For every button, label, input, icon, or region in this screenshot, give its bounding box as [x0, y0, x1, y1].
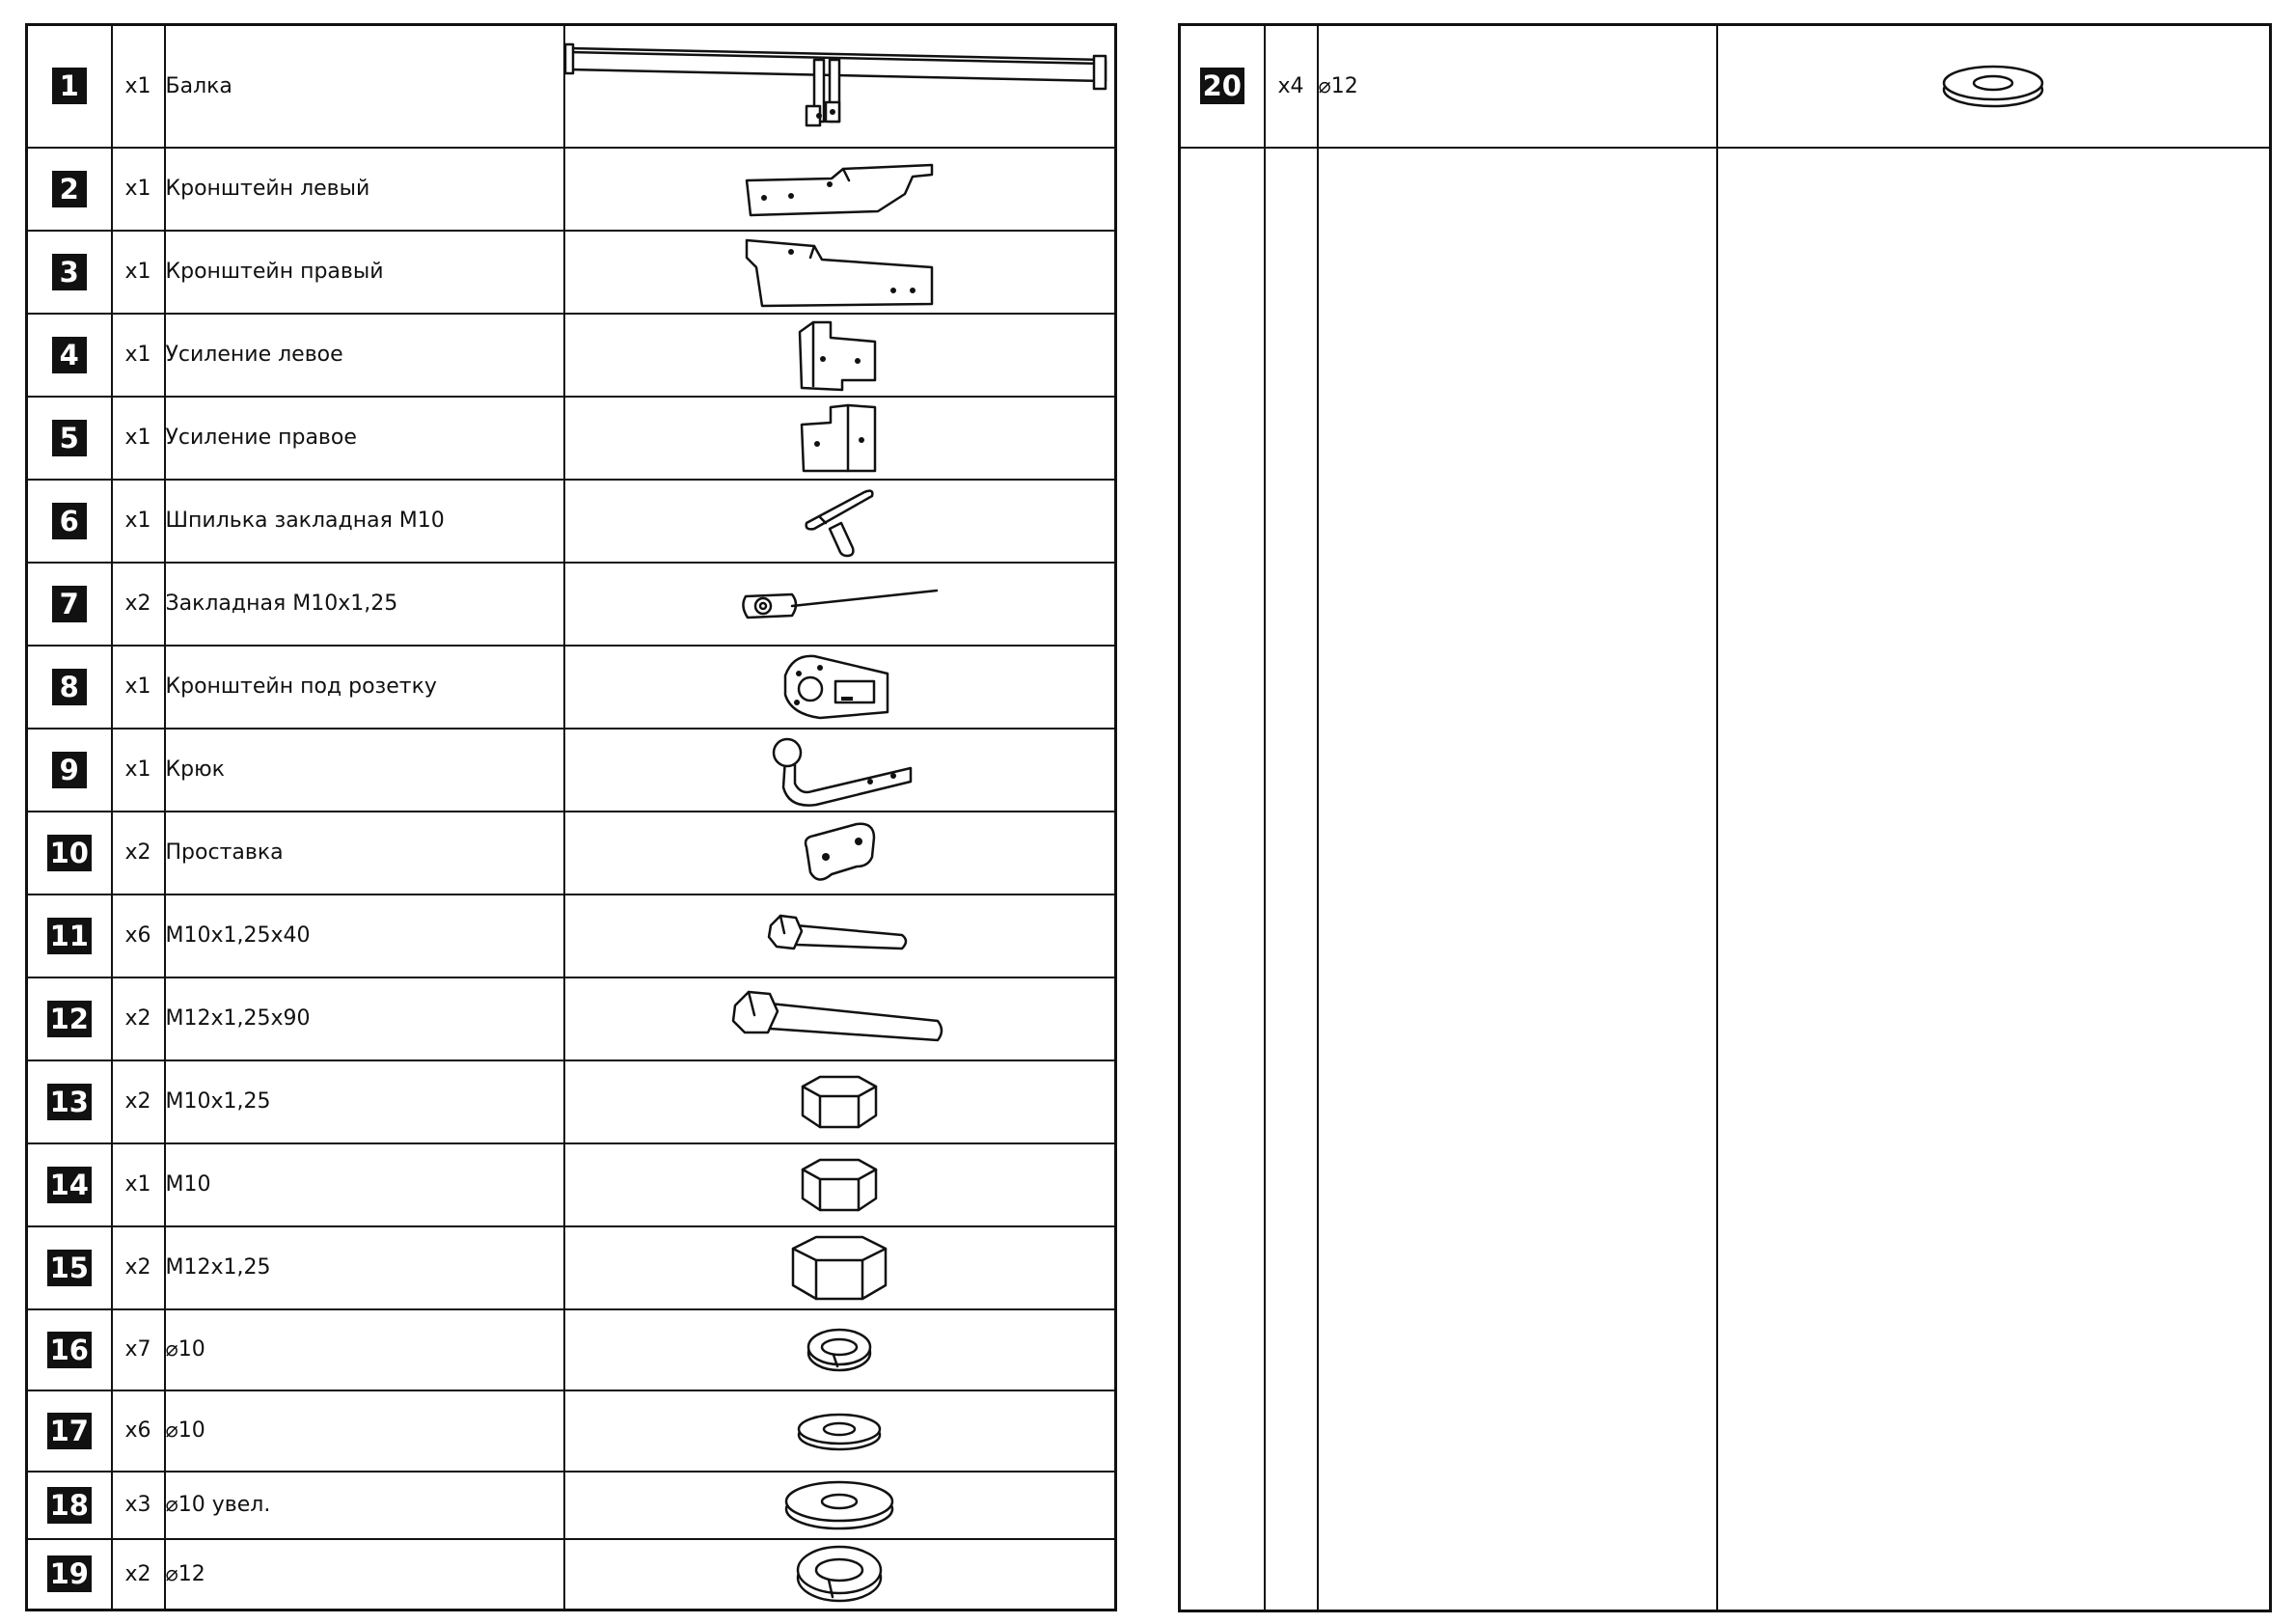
table-row	[27, 1060, 1116, 1143]
table-row	[27, 1309, 1116, 1390]
table-row	[27, 314, 1116, 397]
flat-washer-icon	[565, 1410, 1115, 1452]
empty-table-row	[1180, 148, 2271, 1611]
part-name: ⌀10	[165, 1390, 564, 1472]
quantity-cell: x2	[112, 1060, 165, 1143]
item-number-badge: 6	[52, 503, 87, 539]
embedded-nut-plate-icon	[565, 583, 1115, 625]
quantity-cell: x4	[1265, 25, 1318, 148]
bolt-short-icon	[565, 912, 1115, 960]
table-row	[27, 977, 1116, 1060]
hex-nut-icon	[565, 1073, 1115, 1131]
part-name: М10х1,25	[165, 1060, 564, 1143]
right-reinforcement-icon	[565, 401, 1115, 475]
table-row	[27, 1390, 1116, 1472]
item-number-badge: 15	[47, 1250, 92, 1286]
left-parts-table	[25, 23, 1117, 1611]
quantity-cell: x1	[112, 231, 165, 314]
table-row	[27, 1226, 1116, 1309]
quantity-cell: x1	[112, 729, 165, 812]
item-number-badge: 4	[52, 337, 87, 373]
item-number-badge: 3	[52, 254, 87, 290]
item-number-badge: 2	[52, 171, 87, 207]
quantity-cell: x1	[112, 1143, 165, 1226]
bolt-long-icon	[565, 988, 1115, 1050]
part-name: М12х1,25х90	[165, 977, 564, 1060]
part-name: ⌀10 увел.	[165, 1472, 564, 1539]
quantity-cell: x2	[112, 812, 165, 895]
item-number-badge: 11	[47, 918, 92, 954]
quantity-cell: x1	[112, 480, 165, 563]
table-row	[27, 1472, 1116, 1539]
part-name: ⌀12	[165, 1539, 564, 1610]
part-name: Крюк	[165, 729, 564, 812]
quantity-cell: x3	[112, 1472, 165, 1539]
socket-bracket-icon	[565, 650, 1115, 724]
quantity-cell: x1	[112, 314, 165, 397]
item-number-badge: 12	[47, 1001, 92, 1037]
table-row	[27, 646, 1116, 729]
table-row	[27, 148, 1116, 231]
left-bracket-icon	[565, 155, 1115, 223]
table-row	[27, 231, 1116, 314]
item-number-badge: 10	[47, 835, 92, 871]
quantity-cell: x2	[112, 1539, 165, 1610]
large-flat-washer-icon	[565, 1478, 1115, 1532]
quantity-cell: x1	[112, 646, 165, 729]
table-row	[27, 25, 1116, 148]
part-name: Шпилька закладная М10	[165, 480, 564, 563]
quantity-cell: x2	[112, 977, 165, 1060]
item-number-badge: 8	[52, 669, 87, 705]
spring-washer-large-icon	[565, 1543, 1115, 1605]
item-number-badge: 7	[52, 586, 87, 622]
quantity-cell: x2	[112, 1226, 165, 1309]
item-number-badge: 19	[47, 1555, 92, 1592]
part-name: М12х1,25	[165, 1226, 564, 1309]
quantity-cell: x1	[112, 148, 165, 231]
quantity-cell: x6	[112, 1390, 165, 1472]
part-name: Усиление левое	[165, 314, 564, 397]
flat-washer-icon	[1718, 62, 2270, 110]
item-number-badge: 14	[47, 1167, 92, 1203]
table-row	[27, 1143, 1116, 1226]
spacer-icon	[565, 818, 1115, 888]
item-number-badge: 17	[47, 1413, 92, 1449]
table-row	[27, 1539, 1116, 1610]
right-parts-table	[1178, 23, 2272, 1612]
part-name: М10х1,25х40	[165, 895, 564, 977]
part-name: Балка	[165, 25, 564, 148]
spring-washer-icon	[565, 1324, 1115, 1376]
part-name: Закладная М10х1,25	[165, 563, 564, 646]
quantity-cell: x1	[112, 397, 165, 480]
left-reinforcement-icon	[565, 318, 1115, 392]
item-number-badge: 18	[47, 1487, 92, 1524]
tow-ball-hook-icon	[565, 731, 1115, 809]
table-row	[27, 729, 1116, 812]
table-row	[27, 480, 1116, 563]
item-number-badge: 20	[1200, 68, 1244, 104]
hex-nut-large-icon	[565, 1233, 1115, 1303]
table-row	[27, 563, 1116, 646]
table-row	[27, 397, 1116, 480]
embedded-stud-icon	[565, 484, 1115, 558]
item-number-badge: 9	[52, 752, 87, 788]
part-name: Кронштейн левый	[165, 148, 564, 231]
item-number-badge: 5	[52, 420, 87, 456]
part-name: ⌀12	[1318, 25, 1717, 148]
part-name: Усиление правое	[165, 397, 564, 480]
table-row	[27, 895, 1116, 977]
part-name: Кронштейн под розетку	[165, 646, 564, 729]
item-number-badge: 1	[52, 68, 87, 104]
table-row	[1180, 25, 2271, 148]
quantity-cell: x2	[112, 563, 165, 646]
part-name: Кронштейн правый	[165, 231, 564, 314]
hex-nut-icon	[565, 1156, 1115, 1214]
right-bracket-icon	[565, 234, 1115, 310]
quantity-cell: x1	[112, 25, 165, 148]
part-name: М10	[165, 1143, 564, 1226]
item-number-badge: 13	[47, 1084, 92, 1120]
quantity-cell: x6	[112, 895, 165, 977]
beam-icon	[565, 31, 1115, 142]
quantity-cell: x7	[112, 1309, 165, 1390]
part-name: Проставка	[165, 812, 564, 895]
table-row	[27, 812, 1116, 895]
item-number-badge: 16	[47, 1332, 92, 1368]
part-name: ⌀10	[165, 1309, 564, 1390]
